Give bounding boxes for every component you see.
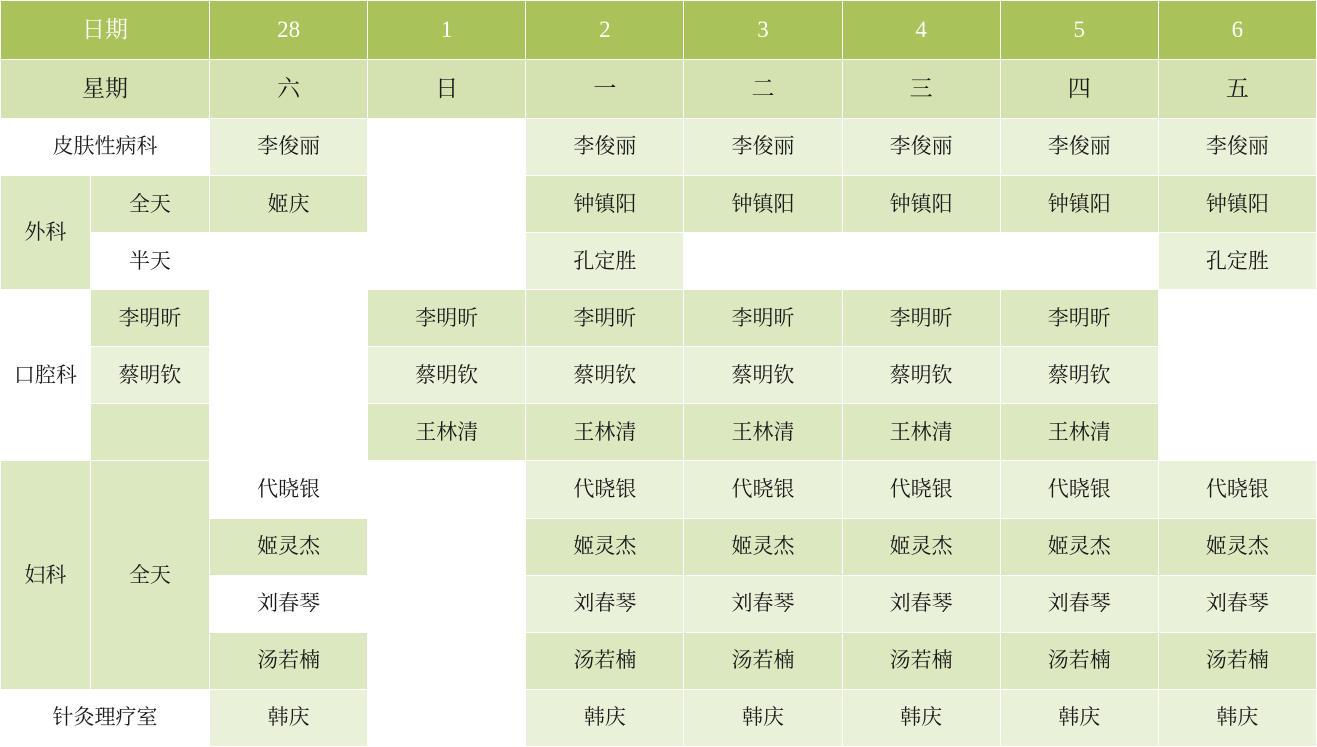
cell-r1-c2: 钟镇阳 (526, 176, 684, 233)
cell-r2-c0 (210, 233, 368, 290)
cell-r9-c1 (368, 632, 526, 689)
header-weekday-5: 四 (1000, 60, 1158, 119)
header-date-4: 4 (842, 1, 1000, 60)
cell-r5-c0 (90, 404, 209, 461)
cell-r1-c5: 钟镇阳 (1000, 176, 1158, 233)
header-weekday-1: 日 (368, 60, 526, 119)
cell-r3-c1 (210, 290, 368, 347)
cell-r8-c5: 刘春琴 (1000, 575, 1158, 632)
cell-r0-c0: 李俊丽 (210, 119, 368, 176)
cell-r2-c5 (1000, 233, 1158, 290)
cell-r7-c1 (368, 518, 526, 575)
cell-r6-c2: 代晓银 (526, 461, 684, 518)
cell-r4-c2: 蔡明钦 (368, 347, 526, 404)
sub-label-r2-halfday: 半天 (90, 233, 209, 290)
table-header-weekday-row (1, 60, 1317, 119)
cell-r10-c2: 韩庆 (526, 689, 684, 746)
header-date-6: 6 (1158, 1, 1316, 60)
cell-r3-c6: 李明昕 (1000, 290, 1158, 347)
cell-r4-c1 (210, 347, 368, 404)
cell-r0-c5: 李俊丽 (1000, 119, 1158, 176)
cell-r10-c3: 韩庆 (684, 689, 842, 746)
cell-r7-c5: 姬灵杰 (1000, 518, 1158, 575)
cell-r2-c4 (842, 233, 1000, 290)
cell-r0-c4: 李俊丽 (842, 119, 1000, 176)
cell-r4-c5: 蔡明钦 (842, 347, 1000, 404)
dept-label-dermatology: 皮肤性病科 (1, 119, 210, 176)
cell-r6-c1 (368, 461, 526, 518)
cell-r5-c2: 王林清 (368, 404, 526, 461)
cell-r8-c4: 刘春琴 (842, 575, 1000, 632)
cell-r4-c0: 蔡明钦 (90, 347, 209, 404)
cell-r6-c3: 代晓银 (684, 461, 842, 518)
header-date-1: 1 (368, 1, 526, 60)
cell-r1-c6: 钟镇阳 (1158, 176, 1316, 233)
cell-r6-c4: 代晓银 (842, 461, 1000, 518)
cell-r1-c4: 钟镇阳 (842, 176, 1000, 233)
cell-r7-c3: 姬灵杰 (684, 518, 842, 575)
header-weekday-4: 三 (842, 60, 1000, 119)
cell-r7-c6: 姬灵杰 (1158, 518, 1316, 575)
cell-r0-c3: 李俊丽 (684, 119, 842, 176)
header-date-5: 5 (1000, 1, 1158, 60)
header-weekday-0: 六 (210, 60, 368, 119)
header-weekday-3: 二 (684, 60, 842, 119)
cell-r3-c0: 李明昕 (90, 290, 209, 347)
dept-label-acupuncture: 针灸理疗室 (1, 689, 210, 746)
table-header-date-row (1, 1, 1317, 60)
cell-r2-c1 (368, 233, 526, 290)
cell-r6-c6: 代晓银 (1158, 461, 1316, 518)
cell-r0-c1 (368, 119, 526, 176)
cell-r5-c1 (210, 404, 368, 461)
table-row (1, 290, 1317, 347)
cell-r8-c1 (368, 575, 526, 632)
header-week-label: 星期 (1, 60, 210, 119)
table-row (1, 689, 1317, 746)
sub-label-gynecology-fullday: 全天 (90, 461, 209, 689)
cell-r1-c3: 钟镇阳 (684, 176, 842, 233)
cell-r10-c0: 韩庆 (210, 689, 368, 746)
cell-r5-c6: 王林清 (1000, 404, 1158, 461)
cell-r8-c0: 刘春琴 (210, 575, 368, 632)
cell-r2-c2: 孔定胜 (526, 233, 684, 290)
cell-r9-c2: 汤若楠 (526, 632, 684, 689)
cell-r7-c0: 姬灵杰 (210, 518, 368, 575)
dept-label-dentistry: 口腔科 (1, 290, 91, 461)
cell-r4-c4: 蔡明钦 (684, 347, 842, 404)
cell-r8-c3: 刘春琴 (684, 575, 842, 632)
table-row (1, 404, 1317, 461)
cell-r10-c5: 韩庆 (1000, 689, 1158, 746)
cell-r3-c4: 李明昕 (684, 290, 842, 347)
cell-r9-c0: 汤若楠 (210, 632, 368, 689)
cell-r4-c3: 蔡明钦 (526, 347, 684, 404)
cell-r1-c0: 姬庆 (210, 176, 368, 233)
cell-r9-c5: 汤若楠 (1000, 632, 1158, 689)
cell-r5-c3: 王林清 (526, 404, 684, 461)
table-row (1, 176, 1317, 233)
table-row (1, 233, 1317, 290)
header-date-label: 日期 (1, 1, 210, 60)
cell-r5-c5: 王林清 (842, 404, 1000, 461)
header-weekday-2: 一 (526, 60, 684, 119)
dept-label-gynecology: 妇科 (1, 461, 91, 689)
cell-r3-c5: 李明昕 (842, 290, 1000, 347)
cell-r8-c2: 刘春琴 (526, 575, 684, 632)
cell-r7-c4: 姬灵杰 (842, 518, 1000, 575)
cell-r10-c6: 韩庆 (1158, 689, 1316, 746)
cell-r2-c3 (684, 233, 842, 290)
header-weekday-6: 五 (1158, 60, 1316, 119)
header-date-3: 3 (684, 1, 842, 60)
cell-r8-c6: 刘春琴 (1158, 575, 1316, 632)
cell-r3-c3: 李明昕 (526, 290, 684, 347)
cell-r3-c2: 李明昕 (368, 290, 526, 347)
cell-r1-c1 (368, 176, 526, 233)
header-date-2: 2 (526, 1, 684, 60)
cell-r6-c5: 代晓银 (1000, 461, 1158, 518)
cell-r4-c6: 蔡明钦 (1000, 347, 1158, 404)
cell-r0-c6: 李俊丽 (1158, 119, 1316, 176)
cell-r2-c6: 孔定胜 (1158, 233, 1316, 290)
table-row (1, 461, 1317, 518)
sub-label-r1-fullday: 全天 (90, 176, 209, 233)
cell-r9-c3: 汤若楠 (684, 632, 842, 689)
cell-r0-c2: 李俊丽 (526, 119, 684, 176)
cell-r10-c1 (368, 689, 526, 746)
cell-r6-c0: 代晓银 (210, 461, 368, 518)
cell-r10-c4: 韩庆 (842, 689, 1000, 746)
table-row (1, 119, 1317, 176)
dept-label-surgery: 外科 (1, 176, 91, 290)
header-date-0: 28 (210, 1, 368, 60)
table-row (1, 347, 1317, 404)
cell-r7-c2: 姬灵杰 (526, 518, 684, 575)
cell-r9-c4: 汤若楠 (842, 632, 1000, 689)
cell-r9-c6: 汤若楠 (1158, 632, 1316, 689)
cell-r5-c4: 王林清 (684, 404, 842, 461)
